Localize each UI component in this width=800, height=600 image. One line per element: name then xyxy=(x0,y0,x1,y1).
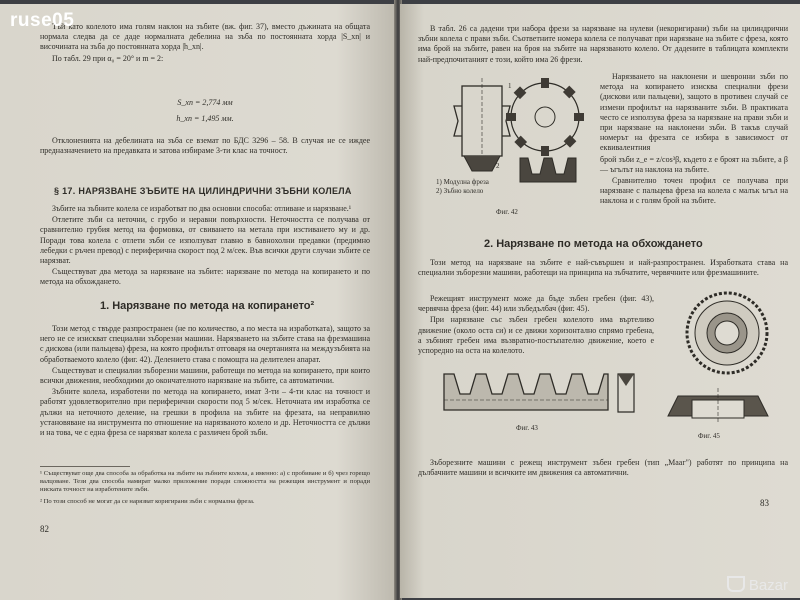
paragraph: Отклоненията на дебелината на зъба се вземат по БДС 3296 – 58. В случая не се иждее предназначението на предавката и затова избираме 3-ти клас на точност. xyxy=(40,136,370,156)
paragraph: Тъй като колелото има голям наклон на зъбите (вж. фиг. 37), вместо дъжината на общата нормала следва да се даде нормалната дебелина на зъба по постоянната хорда |S_xn| и височината на зъба до постоянната хорда |h_xn|. xyxy=(40,22,370,52)
watermark-logo xyxy=(727,576,788,594)
fig42-caption: Фиг. 42 xyxy=(496,208,518,216)
formula-hxn: h_xn = 1,495 мм. xyxy=(176,114,234,124)
paragraph: Зъбите на зъбните колела се изработват по два основни способа: отливане и нарязване.¹ xyxy=(52,204,352,213)
fig45-shaper-drawing xyxy=(662,386,774,426)
bag-icon xyxy=(727,576,745,592)
right-top-para xyxy=(418,24,788,66)
paragraph: Зъбните колела, изработени по метода на копирането, имат 3-ти – 4-ти клас на точност и работят удовлетворително при периферични скорости под 5 м/сек. Неточната им изработка се дължи на неточното деление, на грешки в профила на зъбите на фрезата, на неправилно установяване на инструмента по отношение на нарязваното колело и др. Неточността се дължи и на това, че с една фреза се нарязват колела с различен брой зъби. xyxy=(40,387,370,438)
paragraph: Зъборезните машини с режещ инструмент зъбен гребен (тип „Мааг") работят по принципа на дълбачните машини и всичките им движения са автоматични. xyxy=(418,458,788,478)
paragraph: По табл. 29 при α₀ = 20° и m = 2: xyxy=(52,53,164,63)
left-page xyxy=(0,4,396,600)
paragraph: При нарязване със зъбен гребен колелото има въртеливо движение (около оста си) и се движи хоризонтално спрямо гребена, а зъбният гребен има възвратно-постъпателно движение, което е успоредно на оста на колелото. xyxy=(418,315,654,356)
page-number-left: 82 xyxy=(40,524,49,534)
hobbing-intro xyxy=(418,258,788,279)
paragraph: брой зъби z_e = z/cos³β, където z е броят на зъбите, а β — ъгълът на наклона на зъбите. xyxy=(600,154,788,174)
site-logo: ruse05 xyxy=(10,10,75,31)
left-top-text xyxy=(40,22,370,65)
svg-text:1: 1 xyxy=(508,82,512,90)
paragraph: В табл. 26 са дадени три набора фрези за нарязване на нулеви (некоригирани) зъби на цилиндрични зъбни колела с прави зъби. Съответните номера колела се получават при нарязване на зъбите с фреза, която има брой на зъбите, равен на броя на зъбите на нарязваното колело. От дадените в таблицата комплекти най-предпочитаният е този, който има 26 фрези. xyxy=(418,24,788,64)
page-number-right: 83 xyxy=(760,498,769,508)
svg-text:2: 2 xyxy=(496,162,500,170)
footnote-2: ² По този способ не могат да се нарязват коригирани зъби с нормална фреза. xyxy=(40,498,255,505)
subsection-title-copying: 1. Нарязване по метода на копирането² xyxy=(100,300,315,312)
fig42-gear-drawing xyxy=(500,72,590,162)
right-bottom-text xyxy=(418,458,788,479)
fig43-rack-drawing xyxy=(440,366,610,416)
formula-block xyxy=(40,92,370,130)
paragraph: Този метод с твърде разпространен (не по количество, а по места на изработката), защото за него не се изискват специални зъборезни машини. Нарязването на зъбите става на фрезмашина с дискова (или пальцева) фреза, на която профилът отговаря на очертанията на междузъбията на обработваемото колело (фиг. 42). Делението става с помощта на делителен апарат. xyxy=(40,324,370,364)
fig42-rack-section xyxy=(518,154,578,184)
fig43-tooth-section xyxy=(614,372,638,416)
paragraph: Сравнително точен профил се получава при нарязване с пальцева фреза на колела с малък ъгъл на наклона и с голям брой на зъбите. xyxy=(600,176,788,206)
section-text xyxy=(40,204,370,289)
paragraph: Съществуват два метода за нарязване на зъбите: нарязване по метода на копирането и по метода на обхождането. xyxy=(40,267,370,287)
fig44-hob-drawing xyxy=(684,290,770,376)
paragraph: Съществуват и специални зъборезни машини, работещи по метода на копирането, при които всички движения, необходими до окончателното нарязване на зъбите, са автоматични. xyxy=(40,365,370,386)
footnote-1: ¹ Съществуват още два способа за обработка на зъбите на зъбните колела, а именно: а) с пробиване и б) чрез горещо валцоване. Тези два способа намират малко приложение поради сложността на режещия инструмент и поради ниската точност на изработените зъби. xyxy=(40,470,370,493)
fig42-label-cutter: 1) Модулна фреза xyxy=(436,178,489,186)
paragraph: Режещият инструмент може да бъде зъбен гребен (фиг. 43), червячна фреза (фиг. 44) или зъбедълбач (фиг. 45). xyxy=(418,294,654,314)
subsection-text xyxy=(40,324,370,439)
formula-sxn: S_xn = 2,774 мм xyxy=(177,98,233,107)
footnote-rule xyxy=(40,466,130,467)
right-side-text xyxy=(600,72,788,208)
fig42-label-gear: 2) Зъбно колело xyxy=(436,187,484,195)
left-after-formula xyxy=(40,136,370,157)
paragraph: Нарязването на наклонени и шевронни зъби по метода на копирането изисква специални фрези (дискови или пальцеви), защото в противен случай се измени профилът на нарязваните зъби. В практиката често се използува фреза за нарязване на прави зъби и при нарязване на наклонени зъби. В такъв случай номерът на фрезата се избира в зависимост от еквивалентния xyxy=(600,72,788,153)
subsection-title-hobbing: 2. Нарязване по метода на обхождането xyxy=(484,238,703,250)
fig43-caption: Фиг. 43 xyxy=(516,424,538,432)
watermark-text: Bazar xyxy=(748,577,788,594)
right-page xyxy=(400,4,800,598)
hobbing-tools-text xyxy=(418,294,654,357)
paragraph: Отлетите зъби са неточни, с грубо и неравни повърхности. Неточността се получава от сравнително грубия метод на формовка, от свиването на метала при изстиването му и др. Поради това колела с отлети зъби се използуват главно в бавнохолни предавки (предимно лебедки с ръчен превод) с периферична скорост под 2 м/сек. Във всички други случаи зъбите се нарязват. xyxy=(40,215,370,266)
paragraph: Този метод на нарязване на зъбите е най-съвършен и най-разпространен. Изработката става на специални зъборезни машини, работещи на принципа на зъбчатите, червячните или фрезмашините. xyxy=(418,258,788,278)
section-title: § 17. НАРЯЗВАНЕ ЗЪБИТЕ НА ЦИЛИНДРИЧНИ ЗЪБНИ КОЛЕЛА xyxy=(54,186,352,196)
fig45-caption: Фиг. 45 xyxy=(698,432,720,440)
